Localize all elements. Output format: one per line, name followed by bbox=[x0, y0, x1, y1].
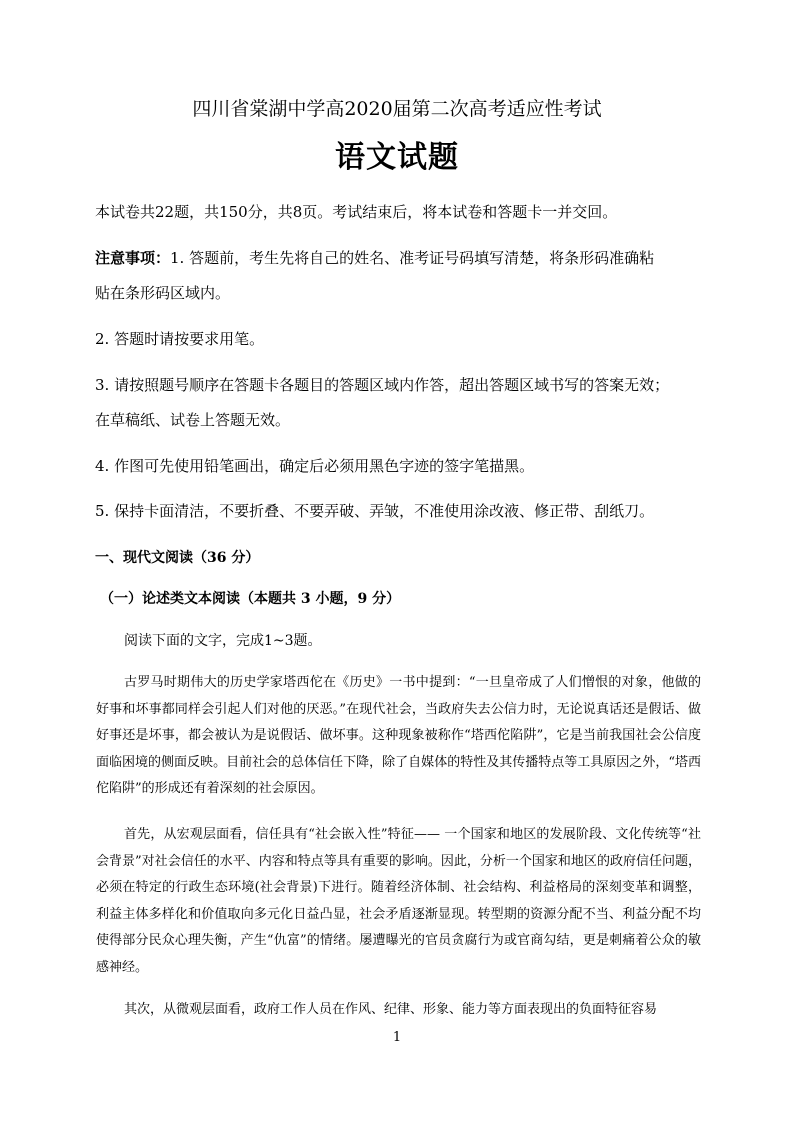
notes-item5: 5. 保持卡面清洁，不要折叠、不要弄破、弄皱，不准使用涂改液、修正带、刮纸刀。 bbox=[95, 502, 655, 520]
passage-paragraph-3-text: 其次，从微观层面看，政府工作人员在作风、纪律、形象、能力等方面表现出的负面特征容易 bbox=[124, 1002, 658, 1017]
notes-item1-line1 bbox=[95, 247, 654, 268]
notes-item1-line2: 贴在条形码区域内。 bbox=[95, 284, 231, 302]
notes-item3-line2: 在草稿纸、试卷上答题无效。 bbox=[95, 411, 291, 429]
passage-paragraph-3 bbox=[96, 997, 701, 1024]
subsection-heading: （一）论述类文本阅读（本题共 3 小题，9 分） bbox=[100, 591, 401, 607]
section-heading: 一、现代文阅读（36 分） bbox=[95, 550, 260, 566]
notes-item2: 2. 答题时请按要求用笔。 bbox=[95, 330, 265, 348]
passage-paragraph-1 bbox=[96, 670, 701, 803]
page-number: 1 bbox=[392, 1030, 402, 1045]
intro-text: 本试卷共22题，共150分，共8页。考试结束后，将本试卷和答题卡一并交回。 bbox=[95, 203, 618, 221]
notes-label: 注意事项： bbox=[95, 249, 171, 267]
passage-paragraph-2 bbox=[96, 822, 701, 981]
notes-item3-line1: 3. 请按照题号顺序在答题卡各题目的答题区域内作答，超出答题区域书写的答案无效； bbox=[95, 376, 670, 394]
exam-title: 四川省棠湖中学高2020届第二次高考适应性考试 bbox=[192, 98, 602, 120]
notes-item1-text: 1. 答题前，考生先将自己的姓名、准考证号码填写清楚，将条形码准确粘 bbox=[170, 249, 655, 267]
notes-item4: 4. 作图可先使用铅笔画出，确定后必须用黑色字迹的签字笔描黑。 bbox=[95, 457, 535, 475]
passage-paragraph-2-text: 首先，从宏观层面看，信任具有“社会嵌入性”特征—— 一个国家和地区的发展阶段、文化传统等“社会背景”对社会信任的水平、内容和特点等具有重要的影响。因此，分析一个国家和地区的政府信任问题，必须在特定的行政生态环境(社会背景)下进行。随着经济体制、社会结构、利益格局的深刻变革和调整，利益主体多样化和价值取向多元化日益凸显，社会矛盾逐渐显现。转型期的资源分配不当、利益分配不均使得部分民众心理失衡，产生“仇富”的情绪。屡遭曝光的官员贪腐行为或官商勾结，更是刺痛着公众的敏感神经。 bbox=[96, 827, 701, 975]
passage-paragraph-1-text: 古罗马时期伟大的历史学家塔西佗在《历史》一书中提到：“一旦皇帝成了人们憎恨的对象，他做的好事和坏事都同样会引起人们对他的厌恶。”在现代社会，当政府失去公信力时，无论说真话还是假话、做好事还是坏事，都会被认为是说假话、做坏事。这种现象被称作“塔西佗陷阱”，它是当前我国社会公信度面临困境的侧面反映。目前社会的总体信任下降，除了自媒体的特性及其传播特点等工具原因之外，“塔西佗陷阱”的形成还有着深刻的社会原因。 bbox=[96, 675, 701, 796]
reading-instruction: 阅读下面的文字，完成1~3题。 bbox=[124, 633, 322, 649]
subject-title: 语文试题 bbox=[335, 140, 459, 175]
